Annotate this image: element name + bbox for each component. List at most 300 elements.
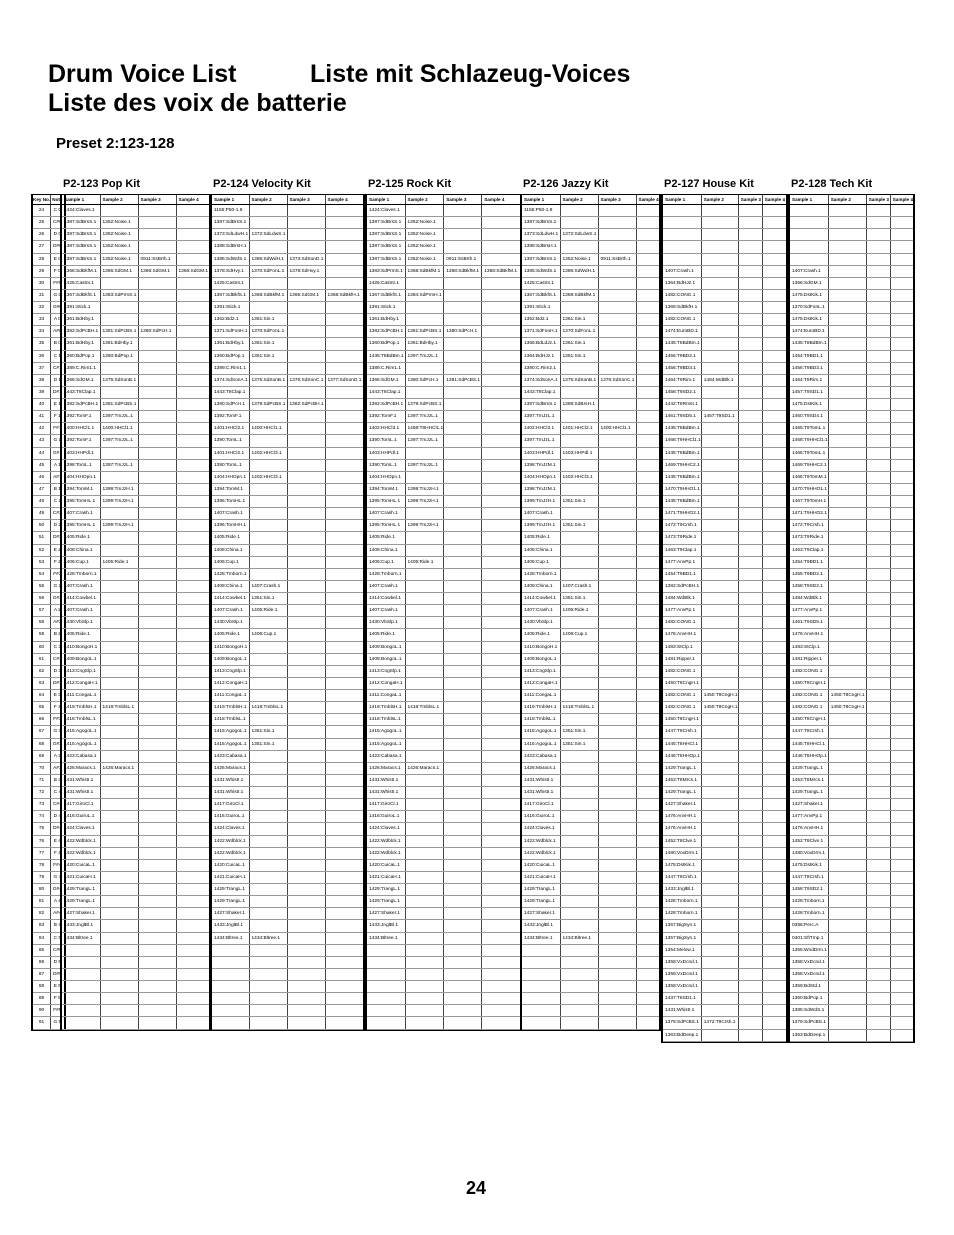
table-row bbox=[367, 823, 520, 835]
sample-cell bbox=[287, 496, 325, 508]
sample-cell bbox=[890, 799, 913, 811]
sample-cell: 1360:BdPop.1 bbox=[367, 338, 405, 350]
table-row bbox=[790, 629, 913, 641]
sample-cell bbox=[249, 799, 287, 811]
sample-cell: 1423:Cabasa.1 bbox=[62, 750, 100, 762]
sample-cell bbox=[560, 762, 598, 774]
sample-cell bbox=[866, 496, 890, 508]
sample-cell: 1464:T9Rim.1 bbox=[663, 374, 701, 386]
table-row bbox=[62, 496, 209, 508]
sample-cell bbox=[287, 593, 325, 605]
table-row bbox=[367, 580, 520, 592]
sample-cell: 1452:T8Clve.1 bbox=[790, 835, 828, 847]
key-number: 43 bbox=[33, 435, 51, 447]
sample-cell bbox=[287, 944, 325, 956]
sample-cell bbox=[738, 629, 762, 641]
sample-cell bbox=[636, 423, 659, 435]
sample-cell: 1424:Claves.1 bbox=[62, 823, 100, 835]
sample-cell bbox=[828, 350, 866, 362]
sample-cell bbox=[738, 617, 762, 629]
note-name: C#5 bbox=[51, 944, 64, 956]
sample-cell bbox=[444, 362, 482, 374]
sample-cell bbox=[828, 241, 866, 253]
sample-cell bbox=[598, 1005, 636, 1017]
sample-cell: 1378:SdHvy.1 bbox=[287, 265, 325, 277]
sample-cell bbox=[138, 302, 176, 314]
table-row bbox=[367, 665, 520, 677]
note-name: D#3 bbox=[51, 677, 64, 689]
sample-cell bbox=[663, 205, 701, 217]
sample-cell: 1461:T9SD5.1 bbox=[663, 411, 701, 423]
note-name: E 1 bbox=[51, 399, 64, 411]
sample-cell: 1418:TmblsL.1 bbox=[405, 702, 444, 714]
table-row bbox=[367, 435, 520, 447]
sample-cell: 1375:SdSonB.1 bbox=[249, 374, 287, 386]
sample-cell: 1401:HHCl2.1 bbox=[560, 423, 598, 435]
sample-cell: 1368:SdBkfM.1 bbox=[62, 265, 100, 277]
table-row bbox=[522, 981, 659, 993]
sample-cell bbox=[701, 993, 738, 1005]
table-row bbox=[367, 520, 520, 532]
sample-cell: 1405:Ride.1 bbox=[212, 532, 249, 544]
sample-cell bbox=[100, 277, 138, 289]
sample-cell bbox=[482, 726, 520, 738]
column-header: Sample 1 bbox=[367, 195, 405, 205]
table-row bbox=[663, 653, 786, 665]
sample-cell bbox=[325, 932, 363, 944]
sample-cell: 1382:SdPcBH.1 bbox=[62, 399, 100, 411]
sample-cell bbox=[249, 556, 287, 568]
sample-cell bbox=[176, 774, 209, 786]
note-name: D#5 bbox=[51, 968, 64, 980]
sample-cell bbox=[138, 241, 176, 253]
sample-cell bbox=[598, 847, 636, 859]
table-header-row bbox=[367, 195, 520, 205]
sample-cell bbox=[866, 411, 890, 423]
note-name: D#0 bbox=[51, 241, 64, 253]
sample-cell bbox=[249, 677, 287, 689]
sample-cell bbox=[100, 532, 138, 544]
sample-cell bbox=[482, 884, 520, 896]
table-row bbox=[790, 544, 913, 556]
sample-cell bbox=[444, 871, 482, 883]
key-number: 71 bbox=[33, 774, 51, 786]
table-row bbox=[663, 896, 786, 908]
table-row bbox=[62, 435, 209, 447]
table-row bbox=[62, 483, 209, 495]
note-name: G#3 bbox=[51, 738, 64, 750]
sample-cell: 1435:T8BdBm.1 bbox=[663, 338, 701, 350]
sample-cell bbox=[828, 314, 866, 326]
sample-cell: 1471:T9HHO2.1 bbox=[790, 508, 828, 520]
sample-cell bbox=[482, 908, 520, 920]
sample-cell bbox=[636, 411, 659, 423]
note-name: F#3 bbox=[51, 714, 64, 726]
table-row bbox=[663, 993, 786, 1005]
sample-cell: 1391:Stick.1 bbox=[522, 302, 560, 314]
note-name: D 2 bbox=[51, 520, 64, 532]
sample-cell: 1476:AnvHH.1 bbox=[790, 629, 828, 641]
sample-cell bbox=[560, 787, 598, 799]
table-row bbox=[212, 423, 363, 435]
sample-cell bbox=[444, 738, 482, 750]
sample-cell bbox=[62, 956, 100, 968]
sample-cell bbox=[287, 677, 325, 689]
sample-cell: 1373:SdLdwH.1 bbox=[212, 229, 249, 241]
sample-cell bbox=[598, 471, 636, 483]
sample-cell bbox=[138, 774, 176, 786]
sample-cell: 1401:HHCl2.1 bbox=[212, 423, 249, 435]
sample-cell bbox=[325, 738, 363, 750]
sample-cell bbox=[176, 544, 209, 556]
table-row bbox=[62, 229, 209, 241]
sample-cell: 1425:Castnt.1 bbox=[522, 277, 560, 289]
sample-cell bbox=[762, 981, 786, 993]
sample-cell bbox=[598, 823, 636, 835]
sample-cell bbox=[138, 702, 176, 714]
sample-cell bbox=[866, 229, 890, 241]
sample-cell bbox=[325, 993, 363, 1005]
sample-cell bbox=[325, 386, 363, 398]
sample-cell bbox=[636, 605, 659, 617]
sample-cell: 1403:HHPdl.1 bbox=[367, 447, 405, 459]
key-number: 37 bbox=[33, 362, 51, 374]
sample-cell: 1435:T8BdBm.1 bbox=[663, 496, 701, 508]
sample-cell: 1387:SdBrsS.1 bbox=[62, 229, 100, 241]
key-number: 59 bbox=[33, 629, 51, 641]
sample-cell bbox=[444, 277, 482, 289]
sample-cell bbox=[890, 411, 913, 423]
sample-cell bbox=[482, 229, 520, 241]
sample-cell: 1397:TmJzL.1 bbox=[405, 350, 444, 362]
table-row bbox=[663, 702, 786, 714]
sample-cell: 1386:SdWdH.1 bbox=[249, 253, 287, 265]
table-row bbox=[62, 920, 209, 932]
sample-cell bbox=[444, 944, 482, 956]
sample-cell bbox=[828, 665, 866, 677]
sample-cell: 1433:JnglBl.1 bbox=[663, 884, 701, 896]
table-row bbox=[663, 799, 786, 811]
sample-cell bbox=[444, 350, 482, 362]
table-row bbox=[790, 956, 913, 968]
sample-cell bbox=[701, 508, 738, 520]
sample-cell: 1370:SdFonL.1 bbox=[249, 265, 287, 277]
sample-cell bbox=[828, 302, 866, 314]
sample-cell bbox=[866, 556, 890, 568]
sample-cell bbox=[287, 896, 325, 908]
note-name: B 3 bbox=[51, 774, 64, 786]
table-row bbox=[367, 981, 520, 993]
sample-cell bbox=[325, 884, 363, 896]
sample-cell bbox=[249, 568, 287, 580]
sample-cell: 1405:Ride.1 bbox=[212, 629, 249, 641]
sample-cell bbox=[444, 968, 482, 980]
sample-cell bbox=[636, 556, 659, 568]
table-row bbox=[663, 229, 786, 241]
sample-cell bbox=[866, 205, 890, 217]
table-row bbox=[62, 374, 209, 386]
sample-cell: 1447:T8Crsh.1 bbox=[790, 726, 828, 738]
sample-cell bbox=[890, 350, 913, 362]
sample-cell bbox=[444, 981, 482, 993]
sample-cell bbox=[701, 653, 738, 665]
sample-cell: 1360:BdPop.1 bbox=[212, 350, 249, 362]
sample-cell bbox=[482, 411, 520, 423]
sample-cell bbox=[405, 1017, 444, 1029]
sample-cell: 1435:T8BdBm.1 bbox=[663, 471, 701, 483]
sample-cell bbox=[866, 605, 890, 617]
sample-cell bbox=[325, 350, 363, 362]
table-row bbox=[790, 762, 913, 774]
sample-cell bbox=[790, 205, 828, 217]
sample-cell bbox=[890, 920, 913, 932]
key-number: 58 bbox=[33, 617, 51, 629]
sample-cell: 1408:China.1 bbox=[522, 580, 560, 592]
sample-cell bbox=[762, 702, 786, 714]
sample-cell bbox=[249, 665, 287, 677]
table-row bbox=[522, 556, 659, 568]
table-row bbox=[522, 229, 659, 241]
sample-cell bbox=[560, 532, 598, 544]
sample-cell bbox=[890, 993, 913, 1005]
table-row bbox=[522, 956, 659, 968]
sample-cell: 1400:HHCl1.1 bbox=[598, 423, 636, 435]
sample-cell bbox=[444, 338, 482, 350]
note-name: D 4 bbox=[51, 811, 64, 823]
sample-cell: 1429:TrangL.1 bbox=[367, 896, 405, 908]
table-row bbox=[367, 847, 520, 859]
sample-cell bbox=[738, 799, 762, 811]
table-row bbox=[367, 217, 520, 229]
sample-cell: 1450:T8CngH.1 bbox=[663, 714, 701, 726]
sample-cell bbox=[866, 1017, 890, 1029]
table-row bbox=[62, 981, 209, 993]
sample-cell bbox=[866, 884, 890, 896]
table-row bbox=[790, 423, 913, 435]
table-row bbox=[212, 944, 363, 956]
sample-cell: 1411:CongaL.1 bbox=[62, 690, 100, 702]
sample-cell bbox=[212, 1005, 249, 1017]
note-name: A#1 bbox=[51, 471, 64, 483]
sample-cell bbox=[287, 859, 325, 871]
sample-cell bbox=[482, 847, 520, 859]
table-row bbox=[790, 690, 913, 702]
table-row bbox=[212, 641, 363, 653]
sample-cell bbox=[701, 423, 738, 435]
sample-cell: 1474:EuroBD.1 bbox=[790, 326, 828, 338]
sample-cell bbox=[560, 386, 598, 398]
sample-cell bbox=[444, 205, 482, 217]
sample-cell bbox=[828, 738, 866, 750]
table-row bbox=[212, 762, 363, 774]
note-name: E 2 bbox=[51, 544, 64, 556]
sample-cell: 1424:Claves.1 bbox=[367, 205, 405, 217]
sample-cell bbox=[866, 483, 890, 495]
sample-cell bbox=[482, 496, 520, 508]
sample-cell bbox=[738, 811, 762, 823]
table-row bbox=[522, 350, 659, 362]
table-row bbox=[212, 556, 363, 568]
sample-cell bbox=[701, 932, 738, 944]
sample-cell bbox=[762, 544, 786, 556]
sample-cell bbox=[866, 811, 890, 823]
sample-cell bbox=[598, 653, 636, 665]
sample-cell: 1407:Crash.1 bbox=[522, 508, 560, 520]
sample-cell: 1381:SdPcBS.1 bbox=[444, 374, 482, 386]
table-row bbox=[62, 714, 209, 726]
sample-cell bbox=[444, 1005, 482, 1017]
table-row bbox=[367, 302, 520, 314]
sample-cell bbox=[598, 593, 636, 605]
sample-cell bbox=[287, 532, 325, 544]
table-row bbox=[62, 811, 209, 823]
sample-cell: 1387:SdBrsS.1 bbox=[367, 217, 405, 229]
sample-cell bbox=[100, 302, 138, 314]
sample-cell: 1427:Shaker.1 bbox=[522, 908, 560, 920]
sample-cell bbox=[636, 568, 659, 580]
sample-cell bbox=[405, 738, 444, 750]
note-name: B 1 bbox=[51, 483, 64, 495]
sample-cell: 1477:AnvPp.1 bbox=[790, 605, 828, 617]
sample-cell: 1383:SdPrmS.1 bbox=[100, 289, 138, 301]
sample-cell bbox=[636, 629, 659, 641]
note-name: G 1 bbox=[51, 435, 64, 447]
column-header: Sample 2 bbox=[100, 195, 138, 205]
sample-cell: 1442:T8Rmst.1 bbox=[663, 399, 701, 411]
note-name: A 1 bbox=[51, 459, 64, 471]
sample-cell: 1379:SdPcBS.1 bbox=[405, 399, 444, 411]
sample-cell: 1358:VxDcnd.1 bbox=[790, 968, 828, 980]
sample-cell: 1351:Sin.1 bbox=[249, 593, 287, 605]
sample-cell bbox=[444, 993, 482, 1005]
sample-cell: 1364:BdHJz.1 bbox=[663, 277, 701, 289]
table-row bbox=[790, 241, 913, 253]
table-row bbox=[62, 944, 209, 956]
sample-cell: 1415:AgogoL.1 bbox=[212, 738, 249, 750]
sample-cell bbox=[866, 471, 890, 483]
sample-cell: 1361:BdHby.1 bbox=[212, 338, 249, 350]
sample-cell: 1453:T8Mrcs.1 bbox=[790, 774, 828, 786]
sample-cell bbox=[482, 762, 520, 774]
sample-cell bbox=[701, 229, 738, 241]
sample-cell: 1412:CongaH.1 bbox=[522, 677, 560, 689]
table-row bbox=[367, 690, 520, 702]
sample-cell: 1396:TomHH.1 bbox=[212, 520, 249, 532]
sample-cell bbox=[405, 677, 444, 689]
sample-cell: 1408:China.1 bbox=[367, 544, 405, 556]
sample-cell bbox=[828, 532, 866, 544]
sample-cell bbox=[249, 544, 287, 556]
sample-cell bbox=[176, 253, 209, 265]
page-number: 24 bbox=[466, 1178, 487, 1198]
sample-cell bbox=[828, 750, 866, 762]
sample-cell bbox=[138, 1017, 176, 1029]
sample-cell: 1379:SdPcBS.1 bbox=[790, 1017, 828, 1029]
note-name: C 3 bbox=[51, 641, 64, 653]
sample-cell bbox=[738, 314, 762, 326]
sample-cell bbox=[762, 229, 786, 241]
sample-cell bbox=[287, 302, 325, 314]
sample-cell: 1352:Noise.1 bbox=[100, 253, 138, 265]
table-row bbox=[522, 302, 659, 314]
sample-cell bbox=[701, 241, 738, 253]
sample-cell bbox=[828, 787, 866, 799]
sample-cell: 1431:WhistI.1 bbox=[663, 1005, 701, 1017]
sample-cell bbox=[325, 823, 363, 835]
sample-cell bbox=[482, 981, 520, 993]
sample-cell bbox=[828, 447, 866, 459]
table-row bbox=[367, 884, 520, 896]
table-row bbox=[790, 459, 913, 471]
sample-cell bbox=[100, 932, 138, 944]
sample-cell bbox=[100, 362, 138, 374]
sample-cell: 1473:T9Ride.1 bbox=[790, 532, 828, 544]
sample-cell: 1454:T9BD1.1 bbox=[790, 556, 828, 568]
table-row bbox=[522, 859, 659, 871]
sample-cell: 1361:BdHby.1 bbox=[62, 338, 100, 350]
table-row bbox=[790, 520, 913, 532]
table-row bbox=[522, 580, 659, 592]
sample-cell bbox=[138, 726, 176, 738]
sample-cell bbox=[405, 993, 444, 1005]
sample-cell bbox=[636, 944, 659, 956]
key-number: 30 bbox=[33, 277, 51, 289]
table-row bbox=[790, 871, 913, 883]
table-row bbox=[663, 496, 786, 508]
sample-cell bbox=[100, 944, 138, 956]
sample-cell bbox=[176, 556, 209, 568]
sample-cell bbox=[482, 1017, 520, 1029]
sample-cell bbox=[866, 787, 890, 799]
sample-cell bbox=[138, 386, 176, 398]
table-row bbox=[663, 738, 786, 750]
sample-cell bbox=[866, 241, 890, 253]
sample-cell bbox=[405, 690, 444, 702]
sample-cell bbox=[176, 641, 209, 653]
sample-cell bbox=[828, 823, 866, 835]
sample-cell: 1368:SdBkfM.1 bbox=[405, 265, 444, 277]
sample-cell bbox=[866, 544, 890, 556]
sample-cell: 1407:Crash.1 bbox=[212, 605, 249, 617]
sample-cell bbox=[249, 847, 287, 859]
sample-cell: 1484:WdBlk.1 bbox=[701, 374, 738, 386]
sample-cell bbox=[325, 205, 363, 217]
sample-cell bbox=[738, 326, 762, 338]
table-row bbox=[62, 629, 209, 641]
key-number: 41 bbox=[33, 411, 51, 423]
sample-cell bbox=[890, 823, 913, 835]
sample-cell: 1387:SdBrsS.1 bbox=[367, 229, 405, 241]
table-row bbox=[62, 859, 209, 871]
sample-cell bbox=[482, 277, 520, 289]
sample-cell: 1411:CongaL.1 bbox=[367, 690, 405, 702]
sample-cell: 0396:Perc.A bbox=[790, 920, 828, 932]
sample-cell bbox=[176, 241, 209, 253]
sample-cell bbox=[444, 217, 482, 229]
note-name: C#0 bbox=[51, 217, 64, 229]
sample-cell bbox=[560, 993, 598, 1005]
sample-cell bbox=[522, 1017, 560, 1029]
sample-cell bbox=[287, 968, 325, 980]
sample-cell bbox=[598, 968, 636, 980]
sample-cell bbox=[890, 229, 913, 241]
table-row bbox=[790, 386, 913, 398]
sample-cell: 1407:Crash.1 bbox=[249, 580, 287, 592]
table-row bbox=[212, 386, 363, 398]
sample-cell: 1472:T9Crsh.1 bbox=[663, 520, 701, 532]
sample-cell bbox=[444, 799, 482, 811]
key-number: 61 bbox=[33, 653, 51, 665]
